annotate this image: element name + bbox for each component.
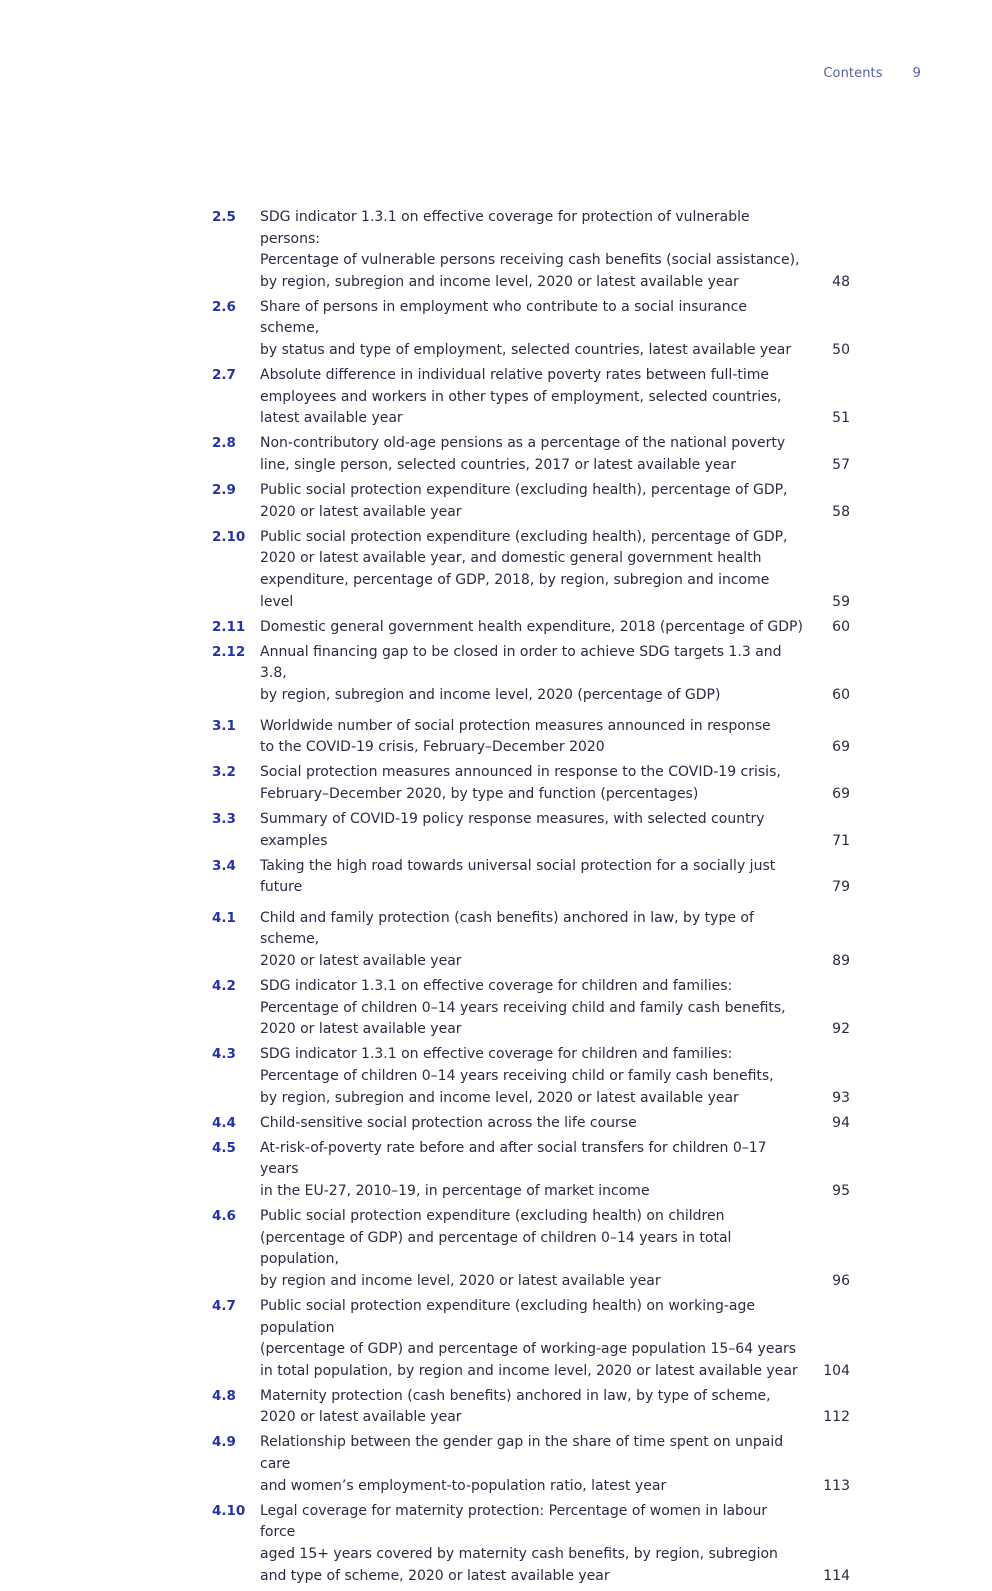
- entry-page-number: 93: [832, 1089, 850, 1106]
- entry-title: Child and family protection (cash benefits) anchored in law, by type of scheme, 2020 or latest available year: [260, 909, 754, 969]
- entry-page-number: 94: [832, 1114, 850, 1131]
- entry-page-number: 96: [832, 1272, 850, 1289]
- entry-title: Summary of COVID-19 policy response measures, with selected country examples: [260, 810, 765, 849]
- toc-entry[interactable]: [212, 809, 850, 852]
- entry-page-number: 48: [832, 273, 850, 290]
- toc-entry[interactable]: [212, 1113, 850, 1135]
- entry-page-number: 79: [832, 879, 850, 896]
- entry-title: Annual financing gap to be closed in order to achieve SDG targets 1.3 and 3.8, by region, subregion and income level, 2020 (percentage of GDP): [260, 643, 782, 703]
- entry-number: 2.6: [212, 298, 236, 315]
- entry-title: Child-sensitive social protection across the life course: [260, 1114, 637, 1131]
- entry-number: 2.9: [212, 482, 236, 499]
- toc-entry[interactable]: [212, 716, 850, 759]
- toc-entry[interactable]: [212, 1206, 850, 1292]
- entry-title: SDG indicator 1.3.1 on effective coverage for children and families: Percentage of children 0–14 years receiving child and family cash benefits, 2020 or latest available year: [260, 978, 786, 1038]
- toc-entry[interactable]: [212, 207, 850, 293]
- entry-page-number: 112: [823, 1409, 850, 1426]
- toc-entry[interactable]: [212, 762, 850, 805]
- entry-page-number: 69: [832, 785, 850, 802]
- toc-entry[interactable]: [212, 856, 850, 899]
- entry-title: Maternity protection (cash benefits) anchored in law, by type of scheme, 2020 or latest available year: [260, 1387, 771, 1426]
- entry-number: 4.7: [212, 1297, 236, 1314]
- entry-title: Domestic general government health expenditure, 2018 (percentage of GDP): [260, 618, 803, 635]
- entry-title: SDG indicator 1.3.1 on effective coverage for children and families: Percentage of children 0–14 years receiving child or family cash benefits, by region, subregion and income level, 2020 or latest available year: [260, 1046, 774, 1106]
- entry-number: 2.12: [212, 643, 246, 660]
- toc-entry[interactable]: [212, 1044, 850, 1109]
- toc-entry[interactable]: [212, 642, 850, 707]
- entry-title: Share of persons in employment who contribute to a social insurance scheme, by status and type of employment, selected countries, latest available year: [260, 298, 792, 359]
- table-of-figures-list: [212, 207, 850, 1591]
- entry-number: 4.5: [212, 1139, 236, 1156]
- toc-entry[interactable]: [212, 433, 850, 476]
- section-title: Contents: [823, 66, 883, 81]
- toc-entry[interactable]: [212, 908, 850, 973]
- entry-title: Public social protection expenditure (excluding health), percentage of GDP, 2020 or latest available year: [260, 482, 788, 520]
- entry-title: At-risk-of-poverty rate before and after social transfers for children 0–17 years in the EU-27, 2010–19, in percentage of market income: [260, 1139, 767, 1199]
- toc-entry[interactable]: [212, 365, 850, 430]
- toc-entry[interactable]: [212, 976, 850, 1041]
- toc-entry[interactable]: [212, 297, 850, 362]
- entry-page-number: 92: [832, 1021, 850, 1038]
- entry-title: Social protection measures announced in response to the COVID-19 crisis, February–December 2020, by type and function (percentages): [260, 764, 781, 802]
- entry-page-number: 59: [832, 593, 850, 610]
- entry-title: Public social protection expenditure (excluding health) on children (percentage of GDP) and percentage of children 0–14 years in total population, by region and income level, 2020 or latest available year: [260, 1208, 732, 1289]
- entry-title: Public social protection expenditure (excluding health) on working-age population (percentage of GDP) and percentage of working-age population 15–64 years in total population, by region and income level, 2020 or latest available year: [260, 1297, 798, 1379]
- entry-number: 2.11: [212, 618, 246, 635]
- toc-entry[interactable]: [212, 480, 850, 523]
- entry-title: Relationship between the gender gap in the share of time spent on unpaid care and women’s employment-to-population ratio, latest year: [260, 1434, 784, 1494]
- page-number: 9: [912, 66, 921, 81]
- entry-page-number: 60: [832, 686, 850, 703]
- toc-entry[interactable]: [212, 1296, 850, 1382]
- entry-page-number: 51: [832, 410, 850, 427]
- entry-number: 3.3: [212, 810, 236, 827]
- entry-number: 4.3: [212, 1046, 236, 1063]
- entry-number: 4.1: [212, 909, 236, 926]
- entry-number: 2.5: [212, 209, 236, 225]
- entry-title: Non-contributory old-age pensions as a percentage of the national poverty line, single person, selected countries, 2017 or latest available year: [260, 435, 786, 474]
- toc-entry[interactable]: [212, 617, 850, 639]
- entry-page-number: 60: [832, 618, 850, 635]
- entry-page-number: 58: [832, 503, 850, 520]
- toc-entry[interactable]: [212, 1138, 850, 1203]
- entry-title: Public social protection expenditure (excluding health), percentage of GDP, 2020 or latest available year, and domestic general government health expenditure, percentage of GDP, 2018, by region, subregion and income level: [260, 528, 788, 610]
- entry-title: SDG indicator 1.3.1 on effective coverage for protection of vulnerable persons: Percentage of vulnerable persons receiving cash benefits (social assistance), by region, subregion and income level, 2020 or latest available year: [260, 209, 800, 290]
- entry-title: Legal coverage for maternity protection: Percentage of women in labour force aged 15+ years covered by maternity cash benefits, by region, subregion and type of scheme, 2020 or latest available year: [260, 1502, 778, 1584]
- toc-entry[interactable]: [212, 1432, 850, 1497]
- toc-entry[interactable]: [212, 527, 850, 613]
- entry-title: Absolute difference in individual relative poverty rates between full-time employees and workers in other types of employment, selected countries, latest available year: [260, 367, 782, 427]
- entry-title: Worldwide number of social protection measures announced in response to the COVID-19 crisis, February–December 2020: [260, 717, 771, 756]
- entry-number: 3.2: [212, 764, 236, 781]
- entry-page-number: 114: [823, 1567, 850, 1584]
- entry-page-number: 95: [832, 1182, 850, 1199]
- entry-page-number: 104: [823, 1362, 850, 1379]
- entry-title: Taking the high road towards universal social protection for a socially just future: [260, 857, 776, 896]
- toc-entry[interactable]: [212, 1501, 850, 1587]
- entry-page-number: 57: [832, 457, 850, 474]
- entry-page-number: 71: [832, 832, 850, 849]
- toc-entry[interactable]: [212, 1386, 850, 1429]
- entry-page-number: 113: [823, 1477, 850, 1494]
- entry-number: 4.10: [212, 1502, 246, 1519]
- entry-number: 4.4: [212, 1114, 236, 1131]
- entry-number: 4.9: [212, 1434, 236, 1451]
- running-header: [823, 66, 921, 81]
- entry-page-number: 50: [832, 342, 850, 359]
- entry-number: 4.2: [212, 978, 236, 995]
- entry-page-number: 69: [832, 739, 850, 756]
- entry-number: 4.6: [212, 1208, 236, 1225]
- entry-number: 2.7: [212, 367, 236, 384]
- entry-number: 2.8: [212, 435, 236, 452]
- entry-page-number: 89: [832, 953, 850, 969]
- entry-number: 2.10: [212, 528, 246, 545]
- entry-number: 3.1: [212, 717, 236, 734]
- entry-number: 4.8: [212, 1387, 236, 1404]
- entry-number: 3.4: [212, 857, 236, 874]
